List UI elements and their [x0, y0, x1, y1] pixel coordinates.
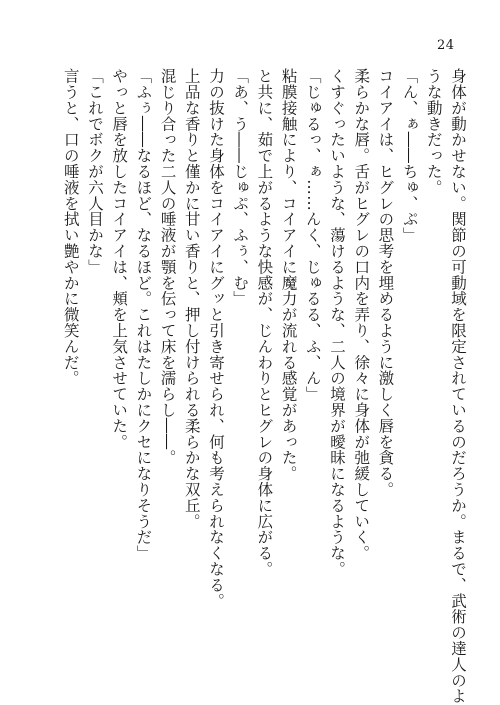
text-line: 混じり合った二人の唾液が顎を伝って床を濡らし――。: [158, 68, 177, 466]
text-line: やっと唇を放したコイアイは、頬を上気させていた。: [110, 68, 129, 450]
text-line: 「ふぅ――なるほど、なるほど。これはたしかにクセになりそうだ」: [134, 68, 153, 561]
text-line: うな動きだった。: [424, 68, 443, 196]
text-line: 「じゅるっ、ぁ……んく、じゅるる、ふ、ん」: [303, 68, 322, 402]
page-number: 24: [437, 38, 455, 53]
text-line: 上品な香りと僅かに甘い香りと、押し付けられる柔らかな双丘。: [182, 68, 201, 530]
text-line: 粘膜接触により、コイアイに魔力が流れる感覚があった。: [279, 68, 298, 482]
text-line: と共に、茹で上がるような快感が、じんわりとヒグレの身体に広がる。: [255, 68, 274, 577]
text-line: 身体が動かせない。関節の可動域を限定されているのだろうか。まるで、武術の達人のよ: [449, 68, 467, 704]
text-line: 「あ、う――じゅぷ、ふぅ、む」: [231, 68, 250, 307]
text-line: 力の抜けた身体をコイアイにグッと引き寄せられ、何も考えられなくなる。: [206, 68, 225, 609]
text-line: 「これでボクが六人目かな」: [85, 68, 104, 275]
text-line: 言うと、口の唾液を拭い艶やかに微笑んだ。: [61, 68, 80, 386]
text-line: くすぐったいような、蕩けるような、二人の境界が曖昧になるような。: [327, 68, 346, 577]
text-line: コイアイは、ヒグレの思考を埋めるように激しく唇を貪る。: [376, 68, 395, 498]
text-line: 柔らかな唇。舌がヒグレの口内を弄り、徐々に身体が弛緩していく。: [352, 68, 371, 561]
vertical-text-body: [59, 68, 470, 704]
text-line: 「ん、ぁ――ちゅ、ぷ」: [400, 68, 419, 243]
